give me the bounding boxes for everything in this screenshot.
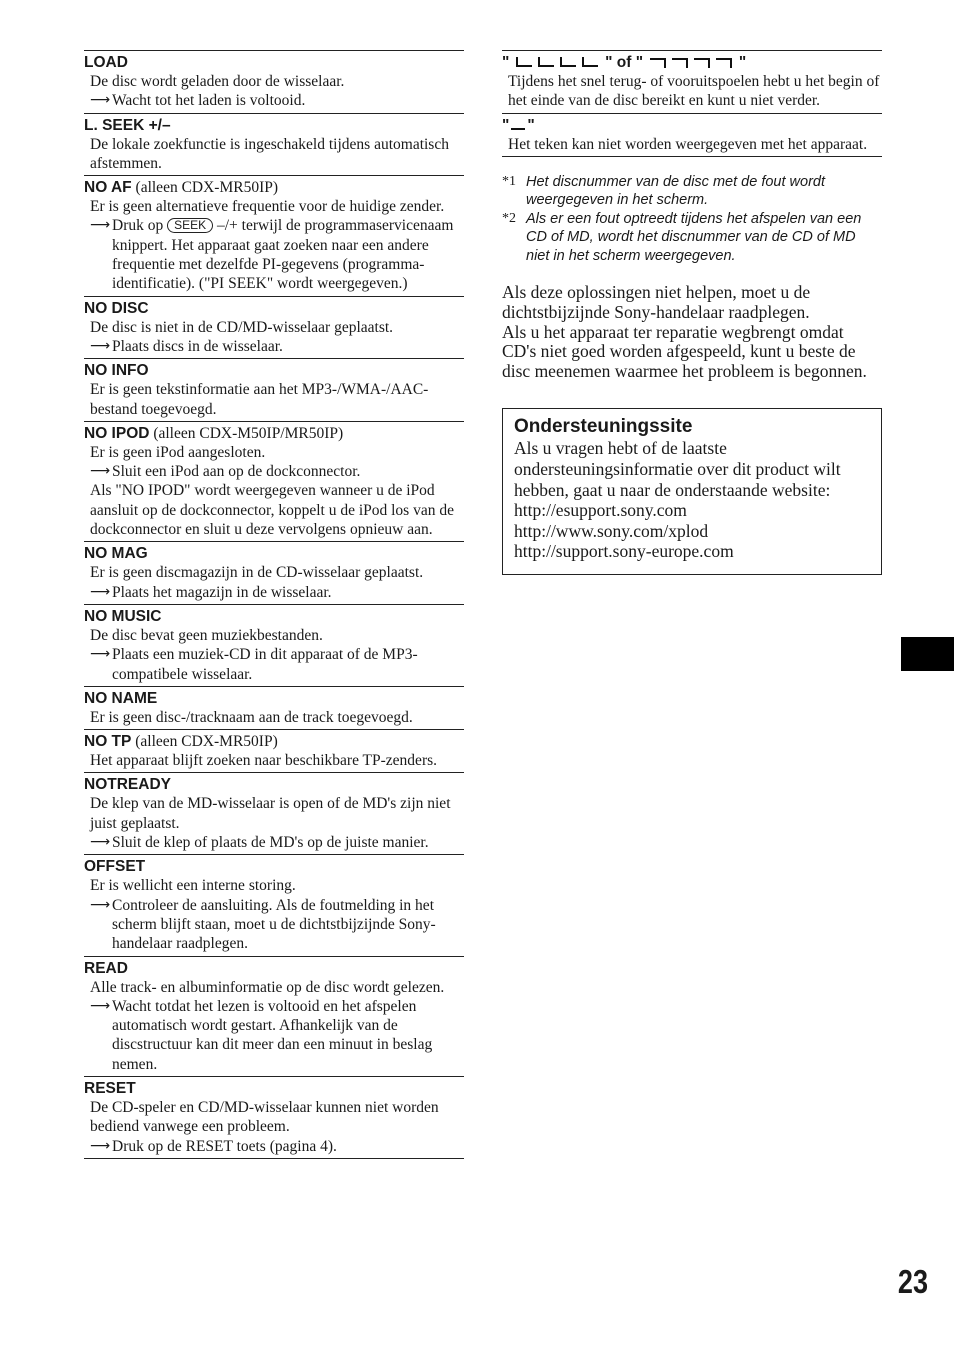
support-site-box: [502, 408, 882, 575]
error-code: OFFSET: [84, 858, 146, 876]
page-number: 23: [897, 1263, 928, 1300]
model-qualifier: (alleen CDX-MR50IP): [131, 733, 278, 751]
right-arrow-icon: ⟶: [90, 92, 111, 109]
section-tab-marker: [901, 637, 954, 671]
right-column: [502, 50, 882, 575]
segment-l-icon: [581, 57, 599, 68]
right-arrow-icon: ⟶: [90, 834, 111, 851]
segment-display-code: " " of " ": [502, 54, 747, 71]
error-code-line: [84, 607, 464, 626]
error-entry: [84, 854, 464, 955]
description-line: Het apparaat blijft zoeken naar beschikbare TP-zenders.: [90, 752, 438, 770]
footnote: *1 Het discnummer van de disc met de fout wordt weergegeven in het scherm.: [502, 173, 825, 209]
error-entry: [84, 50, 464, 113]
error-code: READ: [84, 959, 128, 977]
error-code-line: [84, 361, 464, 380]
description-line: Er is geen iPod aangesloten.: [90, 443, 266, 461]
support-site-title: Ondersteuningssite: [514, 416, 693, 438]
segment-seven-icon: [649, 57, 667, 68]
error-code-line: [84, 53, 464, 72]
right-arrow-icon: ⟶: [90, 896, 111, 913]
advice-text: Als deze oplossingen niet helpen, moet u de dichtstbijzijnde Sony-handelaar raadplegen. Als u het apparaat ter reparatie wegbrengt omdat CD's niet goed worden afgespeeld, kunt u beste de disc meenemen waarmee het probleem is begonnen.: [502, 282, 867, 381]
description-line: De disc is niet in de CD/MD-wisselaar geplaatst.: [90, 318, 394, 336]
right-arrow-icon: ⟶: [90, 583, 111, 600]
error-code-line: [84, 959, 464, 978]
remedy-line: ⟶ Sluit een iPod aan op de dockconnector.: [90, 463, 361, 481]
segment-seven-icon: [693, 57, 711, 68]
support-link[interactable]: http://esupport.sony.com: [514, 500, 687, 521]
error-entry: [84, 175, 464, 295]
description-line: Alle track- en albuminformatie op de disc wordt gelezen.: [90, 978, 445, 996]
description-line: Als "NO IPOD" wordt weergegeven wanneer u de iPod aansluit op de dockconnector, koppelt u de iPod los van de dockconnector en sluit u deze vervolgens opnieuw aan.: [90, 482, 454, 539]
error-code: NO IPOD: [84, 424, 150, 442]
support-link[interactable]: http://www.sony.com/xplod: [514, 520, 709, 541]
segment-display-text: Tijdens het snel terug- of vooruitspoelen hebt u het begin of het einde van de disc bereikt en kunt u niet verder.: [508, 73, 880, 110]
error-entry: [84, 541, 464, 604]
description-line: De klep van de MD-wisselaar is open of de MD's zijn niet juist geplaatst.: [90, 795, 451, 832]
error-entry: [84, 729, 464, 772]
top-segment-icons: [647, 54, 739, 71]
footnotes: [502, 173, 882, 266]
error-code: NO MUSIC: [84, 607, 162, 625]
description-line: Er is geen alternatieve frequentie voor de huidige zender.: [90, 198, 445, 216]
remedy-line: ⟶ Wacht tot het laden is voltooid.: [90, 92, 306, 110]
description-line: De CD-speler en CD/MD-wisselaar kunnen niet worden bediend vanwege een probleem.: [90, 1098, 439, 1136]
segment-l-icon: [537, 57, 555, 68]
right-arrow-icon: ⟶: [90, 1137, 111, 1154]
error-code: NO TP: [84, 733, 132, 751]
error-code-line: [84, 689, 464, 708]
error-entry: [84, 686, 464, 729]
error-code-line: [84, 178, 464, 197]
support-site-text: Als u vragen hebt of de laatste ondersteuningsinformatie over dit product wilt hebben, gaat u naar de onderstaande website:: [514, 438, 841, 500]
error-code: NO DISC: [84, 299, 149, 317]
error-entry: [84, 956, 464, 1076]
error-code-line: [84, 116, 464, 135]
support-link[interactable]: http://support.sony-europe.com: [514, 541, 734, 562]
error-code-line: [84, 732, 464, 751]
error-entry: [84, 772, 464, 854]
segment-l-icon: [559, 57, 577, 68]
remedy-line: ⟶ Druk op SEEK –/+ terwijl de programmaservicenaam knippert. Het apparaat gaat zoeken naar een andere frequentie met dezelfde PI-gegevens (programma-identificatie). ("PI SEEK" wordt weergegeven.): [90, 217, 454, 293]
dash-display-entry: [502, 113, 882, 157]
error-code: NO INFO: [84, 362, 149, 380]
description-line: De disc wordt geladen door de wisselaar.: [90, 73, 345, 90]
remedy-line: ⟶ Druk op de RESET toets (pagina 4).: [90, 1137, 337, 1155]
description-line: De disc bevat geen muziekbestanden.: [90, 626, 323, 644]
underscore-segment-icon: [509, 120, 527, 131]
error-entry: [84, 1076, 464, 1159]
segment-seven-icon: [671, 57, 689, 68]
error-code: RESET: [84, 1079, 136, 1097]
description-line: De lokale zoekfunctie is ingeschakeld tijdens automatisch afstemmen.: [90, 135, 449, 172]
error-code-line: [84, 299, 464, 318]
model-qualifier: (alleen CDX-M50IP/MR50IP): [149, 424, 344, 442]
error-code-line: [84, 775, 464, 794]
error-code: LOAD: [84, 54, 128, 71]
remedy-line: ⟶ Plaats het magazijn in de wisselaar.: [90, 583, 332, 601]
segment-l-icon: [515, 57, 533, 68]
error-code: NO MAG: [84, 545, 148, 563]
error-code: NO AF: [84, 179, 132, 197]
segment-display-entry: [502, 50, 882, 113]
description-line: Er is geen discmagazijn in de CD-wisselaar geplaatst.: [90, 564, 424, 582]
error-entry: [84, 421, 464, 541]
error-entry: [84, 113, 464, 176]
error-code: NOTREADY: [84, 776, 171, 794]
remedy-line: ⟶ Plaats discs in de wisselaar.: [90, 337, 283, 355]
left-column: [84, 50, 464, 1159]
footnote: *2 Als er een fout optreedt tijdens het afspelen van een CD of MD, wordt het discnummer van de CD of MD niet in het scherm weergegeven.: [502, 210, 862, 264]
right-arrow-icon: ⟶: [90, 997, 111, 1014]
bottom-segment-icons: [513, 54, 605, 71]
description-line: Er is geen disc-/tracknaam aan de track toegevoegd.: [90, 708, 413, 726]
dash-display-code: " ": [502, 116, 535, 134]
remedy-line: ⟶ Plaats een muziek-CD in dit apparaat of de MP3-compatibele wisselaar.: [90, 646, 418, 683]
segment-seven-icon: [715, 57, 733, 68]
error-code-line: [84, 424, 464, 443]
error-code-line: [84, 1079, 464, 1098]
error-entry: [84, 296, 464, 359]
right-arrow-icon: ⟶: [90, 646, 111, 663]
error-code-line: [84, 544, 464, 563]
model-qualifier: (alleen CDX-MR50IP): [131, 179, 279, 197]
description-line: Er is wellicht een interne storing.: [90, 877, 296, 895]
description-line: Er is geen tekstinformatie aan het MP3-/WMA-/AAC-bestand toegevoegd.: [90, 381, 429, 418]
error-code: NO NAME: [84, 689, 158, 707]
error-code: L. SEEK +/–: [84, 116, 171, 134]
right-arrow-icon: ⟶: [90, 337, 111, 354]
error-entry: [84, 604, 464, 686]
right-arrow-icon: ⟶: [90, 217, 111, 234]
error-code-line: [84, 857, 464, 876]
dash-display-text: Het teken kan niet worden weergegeven met het apparaat.: [508, 135, 868, 153]
error-entry: [84, 358, 464, 421]
remedy-line: ⟶ Sluit de klep of plaats de MD's op de juiste manier.: [90, 834, 429, 852]
right-arrow-icon: ⟶: [90, 463, 111, 480]
remedy-line: ⟶ Controleer de aansluiting. Als de foutmelding in het scherm blijft staan, moet u de dichtstbijzijnde Sony-handelaar raadplegen.: [90, 896, 436, 953]
remedy-line: ⟶ Wacht totdat het lezen is voltooid en het afspelen automatisch wordt gestart. Afhankelijk van de discstructuur kan dit meer dan een minuut in beslag nemen.: [90, 997, 433, 1073]
seek-button-icon: SEEK: [167, 218, 213, 233]
